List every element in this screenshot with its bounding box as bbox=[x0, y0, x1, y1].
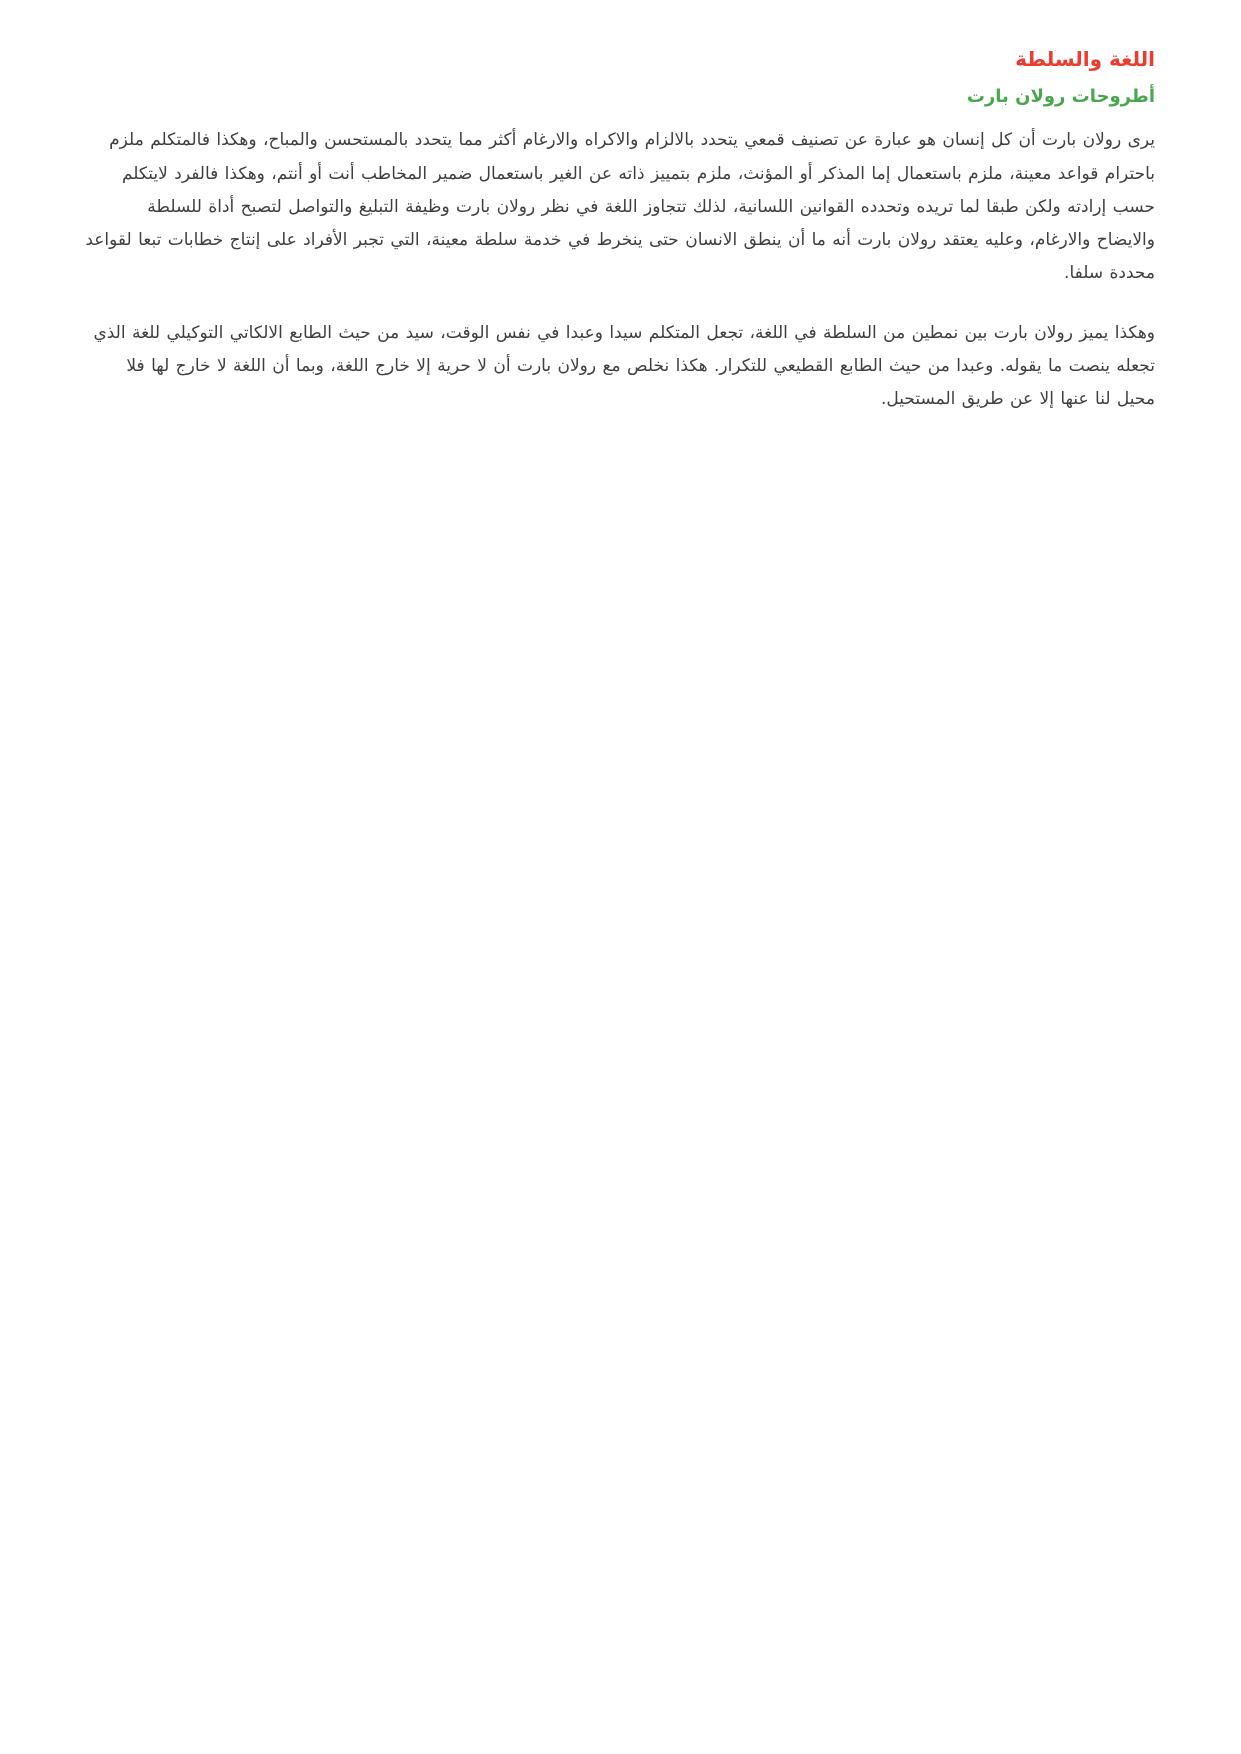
body-paragraph: وهكذا يميز رولان بارت بين نمطين من السلطة في اللغة، تجعل المتكلم سيدا وعبدا في نفس الوقت، سيد من حيث الطابع الالكاتي التوكيلي للغة الذي تجعله ينصت ما يقوله. وعبدا من حيث الطابع القطيعي للتكرار. هكذا نخلص مع رولان بارت أن لا حرية إلا خارج اللغة، وبما أن اللغة لا خارج لها فلا محيل لنا عنها إلا عن طريق المستحيل. bbox=[93, 323, 1155, 410]
body-paragraph: يرى رولان بارت أن كل إنسان هو عبارة عن تصنيف قمعي يتحدد بالالزام والاكراه والارغام أكثر مما يتحدد بالمستحسن والمباح، وهكذا فالمتكلم ملزم باحترام قواعد معينة، ملزم باستعمال إما المذكر أو المؤنث، ملزم بتمييز ذاته عن الغير باستعمال ضمير المخاطب أنت أو أنتم، وهكذا فالفرد لايتكلم حسب إرادته ولكن طبقا لما تريده وتحدده القوانين اللسانية، لذلك تتجاوز اللغة في نظر رولان بارت وظيفة التبليغ والتواصل لتصبح أداة للسلطة والايضاح والارغام، وعليه يعتقد رولان بارت أنه ما أن ينطق الانسان حتى ينخرط في خدمة سلطة معينة، التي تجبر الأفراد على إنتاج خطابات تبعا لقواعد محددة سلفا. bbox=[85, 130, 1155, 283]
page-subtitle: أطروحات رولان بارت bbox=[966, 86, 1155, 107]
page-title: اللغة والسلطة bbox=[1015, 47, 1155, 71]
